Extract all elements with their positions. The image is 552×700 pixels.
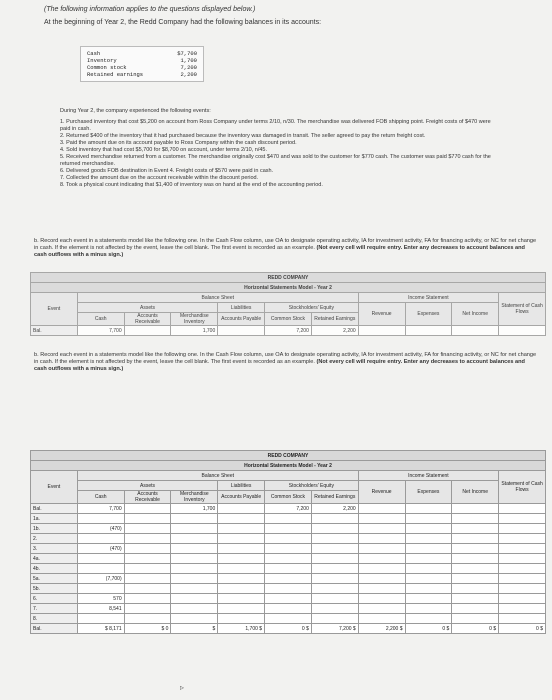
entry-cell[interactable] <box>452 504 499 514</box>
event-label: 1b. <box>31 524 78 534</box>
entry-cell[interactable]: 1,700 <box>171 504 218 514</box>
entry-cell[interactable] <box>499 604 546 614</box>
intro-line: At the beginning of Year 2, the Redd Company had the following balances in its accounts: <box>44 19 322 26</box>
entry-cell[interactable]: (470) <box>77 524 124 534</box>
entry-cell[interactable] <box>499 564 546 574</box>
entry-cell[interactable] <box>452 584 499 594</box>
entry-cell[interactable] <box>358 504 405 514</box>
entry-cell[interactable] <box>171 514 218 524</box>
entry-cell[interactable] <box>218 514 265 524</box>
entry-cell[interactable] <box>452 614 499 624</box>
entry-cell[interactable] <box>499 504 546 514</box>
entry-cell[interactable] <box>452 594 499 604</box>
entry-cell[interactable] <box>124 514 171 524</box>
intro-header: (The following information applies to the questions displayed below.) <box>44 6 256 13</box>
event-item: 6. Delivered goods FOB destination in Event 4. Freight costs of $570 were paid in cash. <box>60 168 274 174</box>
entry-cell[interactable] <box>171 534 218 544</box>
table-row <box>31 584 546 594</box>
entry-cell[interactable] <box>499 594 546 604</box>
balance-row: Inventory 1,700 <box>87 57 197 64</box>
entry-cell[interactable] <box>405 554 452 564</box>
entry-cell[interactable] <box>218 614 265 624</box>
balance-row: Common stock 7,200 <box>87 64 197 71</box>
entry-cell[interactable] <box>218 594 265 604</box>
table-row <box>31 564 546 574</box>
entry-cell[interactable] <box>218 564 265 574</box>
entry-cell[interactable] <box>405 534 452 544</box>
entry-cell[interactable] <box>499 584 546 594</box>
table-row <box>31 614 546 624</box>
entry-cell[interactable] <box>171 544 218 554</box>
entry-cell[interactable] <box>405 504 452 514</box>
entry-cell[interactable]: 8,541 <box>77 604 124 614</box>
event-item: 8. Took a physical count indicating that $1,400 of inventory was on hand at the end of the accounting period. <box>60 182 323 188</box>
event-label: Bal. <box>31 624 78 634</box>
entry-cell[interactable] <box>311 544 358 554</box>
opening-balances <box>80 46 204 82</box>
entry-cell[interactable] <box>452 544 499 554</box>
entry-cell[interactable]: 0 $ <box>499 624 546 634</box>
entry-cell[interactable] <box>405 584 452 594</box>
entry-cell[interactable] <box>265 544 312 554</box>
table-row <box>31 544 546 554</box>
event-label: 5a. <box>31 574 78 584</box>
statements-table: REDD COMPANY Horizontal Statements Model - Year 2 Event Balance Sheet Income Statement Statement of Cash Flows Assets Liabilities Stockholders' Equity Revenue Expenses Net Income Cash Accounts Receivable Merchandise Inventory Accounts Payable Common Stock Retained Earnings Bal. 7,700 1,700 7,200 2,200 1a. 1b. (470) 2. 3. (470) 4a. 4b. 5a. (7,700) 5b. 6. 570 7. 8,541 8. Bal. $ 8,171 $ 0 $ 1,700 $ 0 $ 7,200 $ 2,200 $ 0 $ 0 $ 0 $ <box>30 450 546 634</box>
entry-cell[interactable] <box>265 564 312 574</box>
entry-cell[interactable] <box>265 584 312 594</box>
event-label: 1a. <box>31 514 78 524</box>
events-list <box>60 108 500 189</box>
entry-cell[interactable] <box>405 614 452 624</box>
entry-cell[interactable] <box>124 564 171 574</box>
entry-cell[interactable] <box>358 574 405 584</box>
event-label: 4b. <box>31 564 78 574</box>
entry-cell[interactable] <box>405 604 452 614</box>
entry-cell[interactable] <box>124 594 171 604</box>
entry-cell[interactable]: 0 $ <box>405 624 452 634</box>
entry-cell[interactable] <box>77 614 124 624</box>
entry-cell[interactable]: $ 0 <box>124 624 171 634</box>
entry-cell[interactable] <box>405 574 452 584</box>
entry-cell[interactable] <box>311 614 358 624</box>
entry-cell[interactable] <box>77 564 124 574</box>
entry-cell[interactable] <box>218 584 265 594</box>
event-label: 4a. <box>31 554 78 564</box>
entry-cell[interactable] <box>265 614 312 624</box>
cursor-icon: ▹ <box>180 683 185 692</box>
entry-cell[interactable] <box>124 614 171 624</box>
intro-block <box>44 6 321 32</box>
entry-cell[interactable] <box>218 524 265 534</box>
event-label: 8. <box>31 614 78 624</box>
entry-cell[interactable] <box>171 574 218 584</box>
entry-cell[interactable] <box>452 554 499 564</box>
entry-cell[interactable] <box>171 564 218 574</box>
event-label: 7. <box>31 604 78 614</box>
balance-row: Cash $7,700 <box>87 50 197 57</box>
entry-cell[interactable] <box>265 574 312 584</box>
entry-cell[interactable] <box>265 534 312 544</box>
entry-cell[interactable] <box>218 574 265 584</box>
entry-cell[interactable] <box>124 544 171 554</box>
entry-cell[interactable] <box>77 554 124 564</box>
entry-cell[interactable] <box>358 594 405 604</box>
partb-instructions: b. Record each event in a statements model like the following one. In the Cash Flow column, use OA to designate operating activity, IA for investment activity, FA for financing activity, or NC for net change in cash. If the element is not affected by the event, leave the cell blank. The first event is recorded as an example. (Not every cell will require entry. Enter any decreases to account balances and cash outflows with a minus sign.) <box>34 352 537 372</box>
entry-cell[interactable] <box>171 584 218 594</box>
entry-cell[interactable] <box>311 514 358 524</box>
entry-cell[interactable]: $ <box>171 624 218 634</box>
entry-cell[interactable] <box>171 604 218 614</box>
entry-cell[interactable]: 0 $ <box>452 624 499 634</box>
entry-cell[interactable]: 2,200 <box>311 504 358 514</box>
entry-cell[interactable] <box>265 554 312 564</box>
entry-cell[interactable] <box>452 564 499 574</box>
entry-cell[interactable] <box>218 534 265 544</box>
entry-cell[interactable] <box>171 614 218 624</box>
entry-cell[interactable] <box>124 534 171 544</box>
entry-cell[interactable] <box>311 524 358 534</box>
entry-cell[interactable] <box>405 594 452 604</box>
entry-cell[interactable] <box>499 554 546 564</box>
entry-cell[interactable] <box>77 584 124 594</box>
entry-cell[interactable]: (7,700) <box>77 574 124 584</box>
entry-cell[interactable]: 7,200 $ <box>311 624 358 634</box>
entry-cell[interactable]: 570 <box>77 594 124 604</box>
table-row <box>31 554 546 564</box>
table-row <box>31 514 546 524</box>
entry-cell[interactable] <box>452 534 499 544</box>
table-row <box>31 624 546 634</box>
entry-cell[interactable]: $ 8,171 <box>77 624 124 634</box>
entry-cell[interactable] <box>124 604 171 614</box>
entry-cell[interactable] <box>265 604 312 614</box>
entry-cell[interactable]: 2,200 $ <box>358 624 405 634</box>
entry-cell[interactable] <box>124 554 171 564</box>
entry-cell[interactable] <box>499 524 546 534</box>
entry-cell[interactable] <box>358 584 405 594</box>
entry-cell[interactable] <box>77 534 124 544</box>
table-row <box>31 504 546 514</box>
entry-cell[interactable] <box>358 564 405 574</box>
entry-cell[interactable] <box>171 554 218 564</box>
entry-cell[interactable] <box>452 604 499 614</box>
entry-cell[interactable] <box>499 514 546 524</box>
balance-row: Retained earnings 2,200 <box>87 71 197 78</box>
entry-cell[interactable] <box>499 544 546 554</box>
entry-cell[interactable] <box>171 594 218 604</box>
table-row <box>31 594 546 604</box>
entry-cell[interactable] <box>358 544 405 554</box>
entry-cell[interactable] <box>124 524 171 534</box>
entry-cell[interactable] <box>452 514 499 524</box>
entry-cell[interactable] <box>311 564 358 574</box>
event-label: Bal. <box>31 504 78 514</box>
entry-cell[interactable] <box>452 524 499 534</box>
entry-cell[interactable] <box>265 594 312 604</box>
entry-cell[interactable] <box>124 584 171 594</box>
statements-table-preview: REDD COMPANY Horizontal Statements Model - Year 2 Event Balance Sheet Income Statement Statement of Cash Flows Assets Liabilities Stockholders' Equity Revenue Expenses Net Income Cash Accounts Receivable Merchandise Inventory Accounts Payable Common Stock Retained Earnings Bal. 7,700 1,700 7,200 2,200 <box>30 272 546 336</box>
entry-cell[interactable] <box>77 514 124 524</box>
entry-cell[interactable] <box>218 504 265 514</box>
table-row <box>31 534 546 544</box>
entry-cell[interactable] <box>499 574 546 584</box>
table-row <box>31 604 546 614</box>
event-item: 3. Paid the amount due on its account payable to Ross Company within the cash discount period. <box>60 140 297 146</box>
entry-cell[interactable] <box>405 524 452 534</box>
entry-cell[interactable] <box>405 514 452 524</box>
entry-cell[interactable] <box>311 554 358 564</box>
event-item: 4. Sold inventory that had cost $5,700 for $8,700 on account, under terms 2/10, n/45. <box>60 147 267 153</box>
event-label: 3. <box>31 544 78 554</box>
entry-cell[interactable] <box>311 574 358 584</box>
entry-cell[interactable]: 1,700 $ <box>218 624 265 634</box>
entry-cell[interactable] <box>171 524 218 534</box>
entry-cell[interactable] <box>218 544 265 554</box>
entry-cell[interactable] <box>311 584 358 594</box>
table-row: Bal. 7,700 1,700 7,200 2,200 <box>31 326 546 336</box>
entry-cell[interactable] <box>499 534 546 544</box>
entry-cell[interactable]: 7,200 <box>265 504 312 514</box>
event-item: 5. Received merchandise returned from a customer. The merchandise originally cost $470 and was sold to the customer for $770 cash. The customer was paid $770 cash for the returned merchandise. <box>60 154 491 167</box>
entry-cell[interactable] <box>358 604 405 614</box>
entry-cell[interactable] <box>311 594 358 604</box>
entry-cell[interactable]: (470) <box>77 544 124 554</box>
entry-cell[interactable] <box>124 574 171 584</box>
entry-cell[interactable] <box>311 604 358 614</box>
event-item: 7. Collected the amount due on the account receivable within the discount period. <box>60 175 259 181</box>
entry-cell[interactable] <box>358 554 405 564</box>
entry-cell[interactable] <box>405 564 452 574</box>
entry-cell[interactable] <box>358 614 405 624</box>
partb-instructions-preview: b. Record each event in a statements model like the following one. In the Cash Flow column, use OA to designate operating activity, IA for investment activity, FA for financing activity, or NC for net change in cash. If the element is not affected by the event, leave the cell blank. The first event is recorded as an example. (Not every cell will require entry. Enter any decreases to account balances and cash outflows with a minus sign.) <box>34 238 537 258</box>
entry-cell[interactable] <box>405 544 452 554</box>
events-intro: During Year 2, the company experienced the following events: <box>60 108 211 114</box>
entry-cell[interactable]: 7,700 <box>77 504 124 514</box>
event-label: 2. <box>31 534 78 544</box>
entry-cell[interactable] <box>358 524 405 534</box>
event-label: 6. <box>31 594 78 604</box>
entry-cell[interactable] <box>265 524 312 534</box>
event-item: 2. Returned $400 of the inventory that it had purchased because the inventory was damaged in transit. The seller agreed to pay the return freight cost. <box>60 133 426 139</box>
entry-cell[interactable] <box>452 574 499 584</box>
entry-cell[interactable] <box>499 614 546 624</box>
entry-cell[interactable] <box>265 514 312 524</box>
event-item: 1. Purchased inventory that cost $5,200 on account from Ross Company under terms 2/10, n/30. The merchandise was delivered FOB shipping point. Freight costs of $470 were paid in cash. <box>60 119 491 132</box>
entry-cell[interactable]: 0 $ <box>265 624 312 634</box>
entry-cell[interactable] <box>124 504 171 514</box>
entry-cell[interactable] <box>218 554 265 564</box>
table-row <box>31 524 546 534</box>
entry-cell[interactable] <box>358 514 405 524</box>
entry-cell[interactable] <box>218 604 265 614</box>
table-row <box>31 574 546 584</box>
event-label: 5b. <box>31 584 78 594</box>
entry-cell[interactable] <box>358 534 405 544</box>
entry-cell[interactable] <box>311 534 358 544</box>
